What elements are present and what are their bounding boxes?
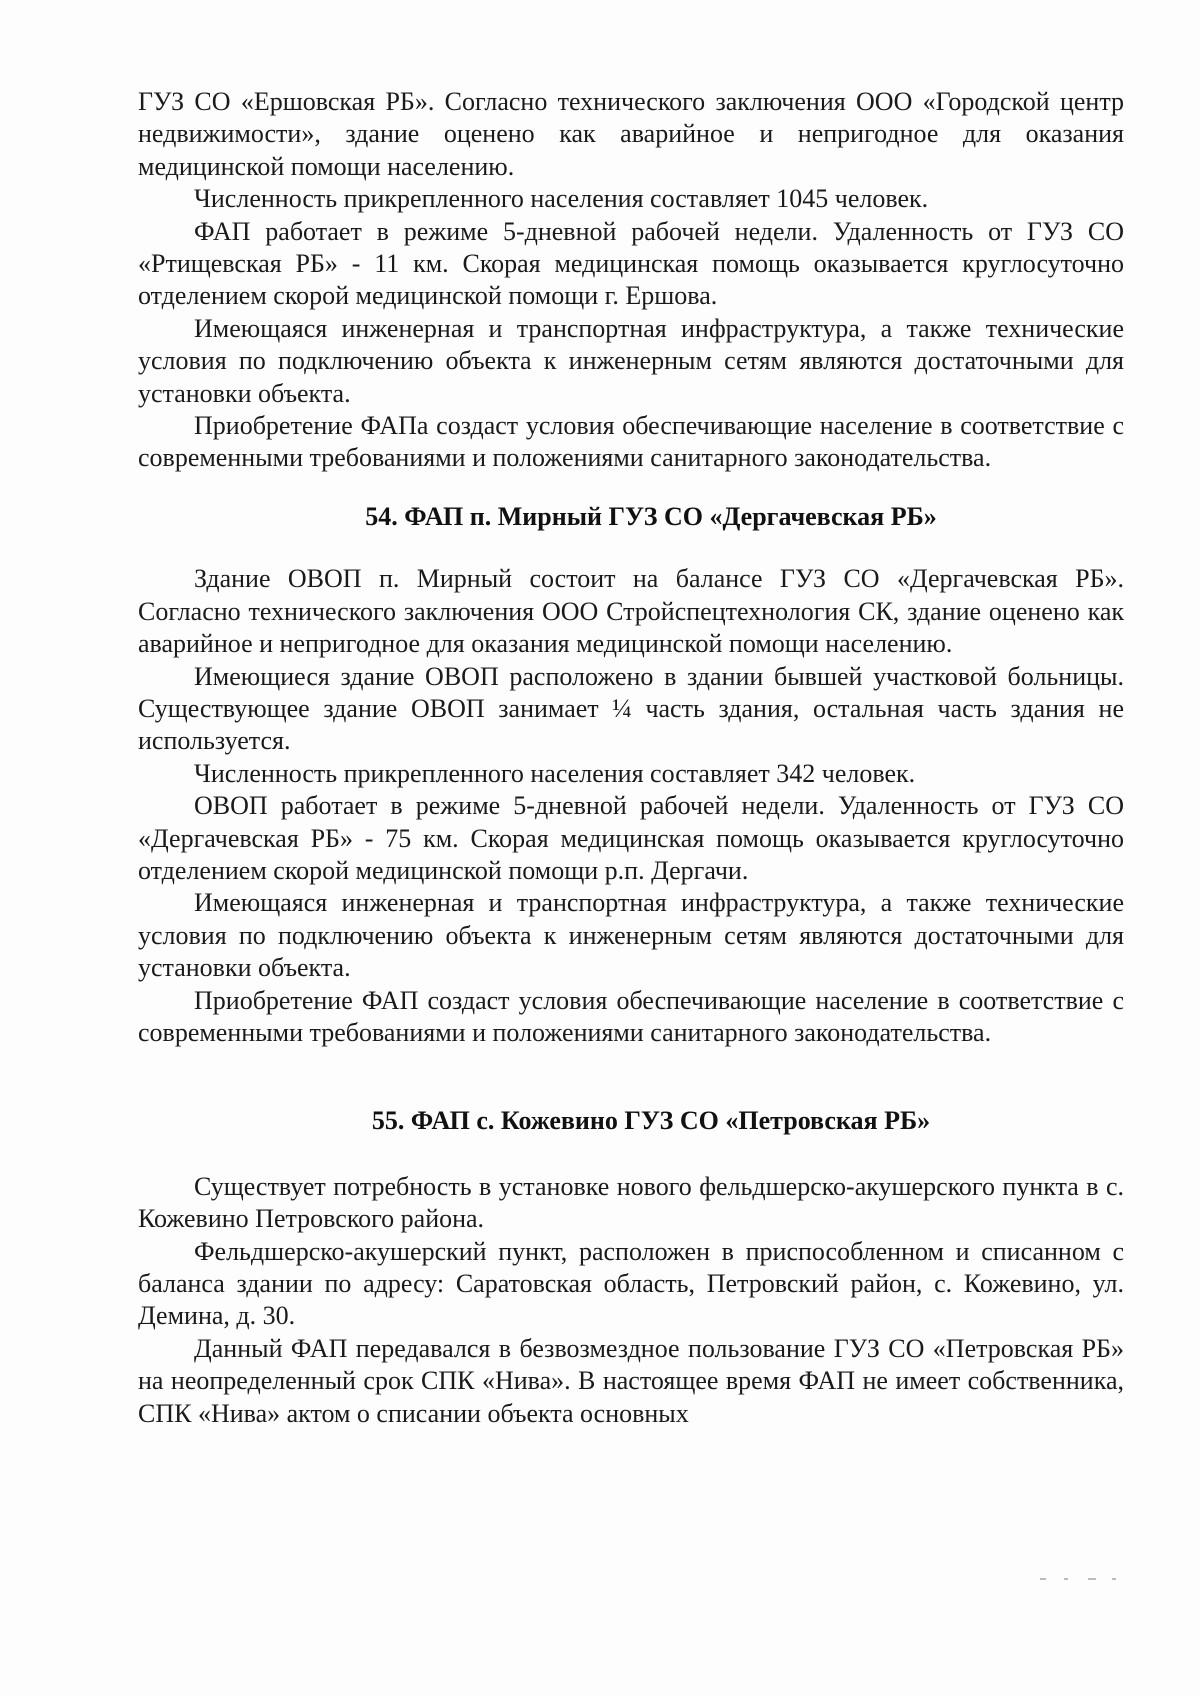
section54-paragraph-2: Имеющиеся здание ОВОП расположено в здании бывшей участковой больницы. Существующее здание ОВОП занимает ¼ часть здания, остальная часть здания не используется. bbox=[138, 661, 1124, 756]
scan-speck bbox=[1064, 1578, 1068, 1580]
section53-paragraph-2: Численность прикрепленного населения составляет 1045 человек. bbox=[194, 184, 929, 214]
section53-paragraph-5: Приобретение ФАПа создаст условия обеспечивающие население в соответствие с современными требованиями и положениями санитарного законодательства. bbox=[138, 411, 1124, 473]
section54-paragraph-3: Численность прикрепленного населения составляет 342 человек. bbox=[194, 758, 916, 788]
scan-speck bbox=[1088, 1578, 1096, 1580]
section54-paragraph-6: Приобретение ФАП создаст условия обеспечивающие население в соответствие с современными требованиями и положениями санитарного законодательства. bbox=[138, 985, 1124, 1047]
section53-paragraph-1: ГУЗ СО «Ершовская РБ». Согласно технического заключения ООО «Городской центр недвижимости», здание оценено как аварийное и непригодное для оказания медицинской помощи населению. bbox=[138, 87, 1124, 181]
section55-paragraph-1: Существует потребность в установке нового фельдшерско-акушерского пункта в с. Кожевино Петровского района. bbox=[138, 1171, 1124, 1234]
section54-paragraph-1: Здание ОВОП п. Мирный состоит на балансе ГУЗ СО «Дергачевская РБ». Согласно технического заключения ООО Стройспецтехнология СК, здание оценено как аварийное и непригодное для оказания медицинской помощи населению. bbox=[138, 564, 1124, 659]
document-body bbox=[138, 86, 1124, 1430]
section54-paragraph-5: Имеющаяся инженерная и транспортная инфраструктура, а также технические условия по подключению объекта к инженерным сетям являются достаточными для установки объекта. bbox=[138, 888, 1124, 983]
section55-paragraph-3: Данный ФАП передавался в безвозмездное пользование ГУЗ СО «Петровская РБ» на неопределенный срок СПК «Нива». В настоящее время ФАП не имеет собственника, СПК «Нива» актом о списании объекта основных bbox=[138, 1333, 1124, 1428]
section54-heading: 54. ФАП п. Мирный ГУЗ СО «Дергачевская РБ» bbox=[365, 501, 937, 531]
section53-paragraph-4: Имеющаяся инженерная и транспортная инфраструктура, а также технические условия по подключению объекта к инженерным сетям являются достаточными для установки объекта. bbox=[138, 313, 1124, 408]
scan-speck bbox=[1112, 1578, 1116, 1580]
section53-paragraph-3: ФАП работает в режиме 5-дневной рабочей недели. Удаленность от ГУЗ СО «Ртищевская РБ» - 11 км. Скорая медицинская помощь оказывается круглосуточно отделением скорой медицинской помощи г. Ершова. bbox=[138, 216, 1124, 311]
section55-paragraph-2: Фельдшерско-акушерский пункт, расположен в приспособленном и списанном с баланса здании по адресу: Саратовская область, Петровский район, с. Кожевино, ул. Демина, д. 30. bbox=[138, 1236, 1124, 1331]
scan-speck bbox=[1040, 1578, 1046, 1580]
section55-heading: 55. ФАП с. Кожевино ГУЗ СО «Петровская РБ» bbox=[371, 1106, 931, 1136]
section54-paragraph-4: ОВОП работает в режиме 5-дневной рабочей недели. Удаленность от ГУЗ СО «Дергачевская РБ» - 75 км. Скорая медицинская помощь оказывается круглосуточно отделением скорой медицинской помощи р.п. Дергачи. bbox=[138, 791, 1124, 885]
